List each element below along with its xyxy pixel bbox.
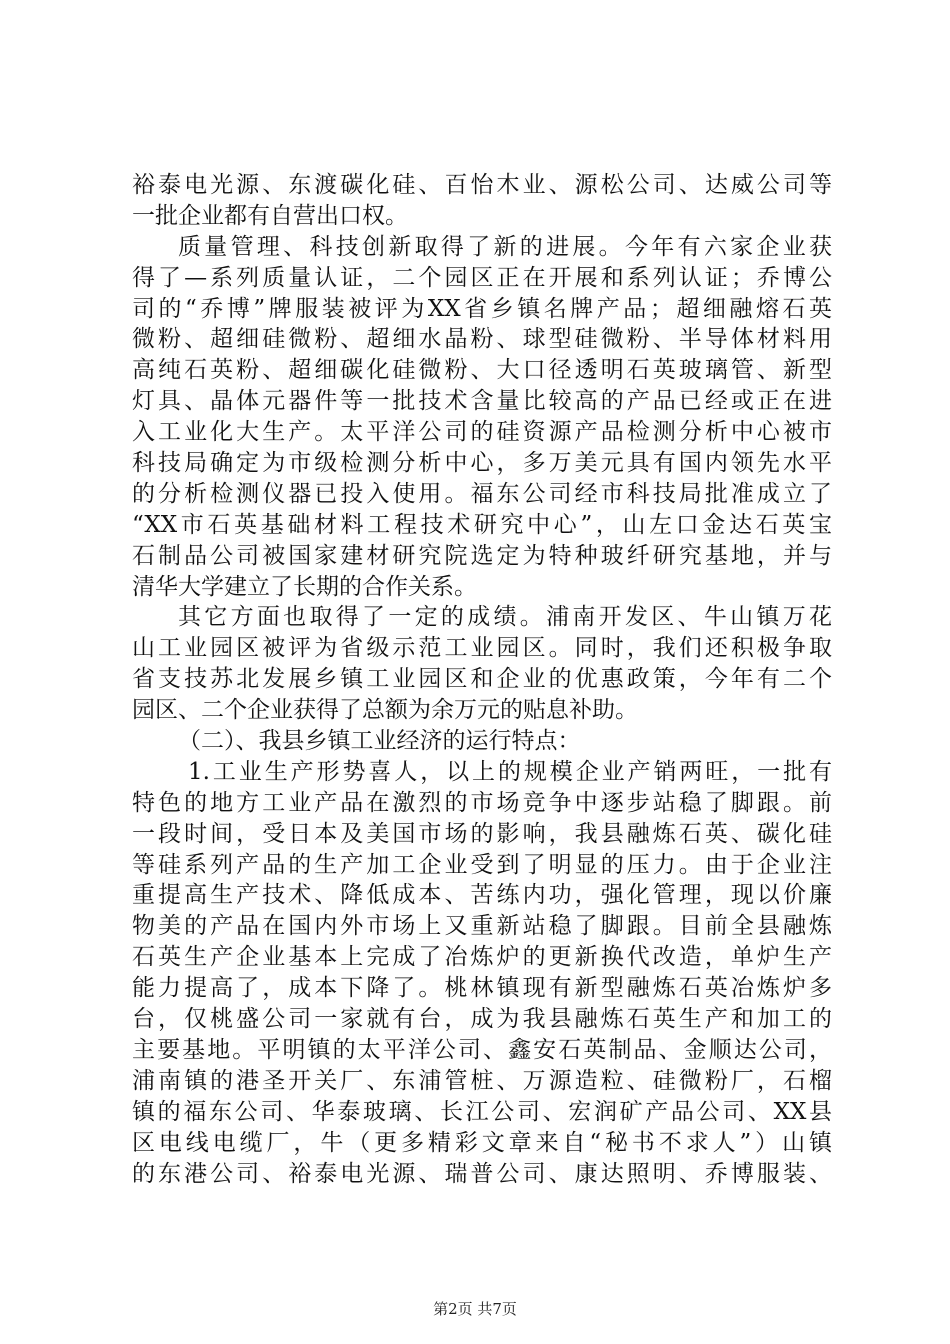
- text-line: 特色的地方工业产品在激烈的市场竞争中逐步站稳了脚跟。前: [132, 789, 832, 816]
- text-line: 等硅系列产品的生产加工企业受到了明显的压力。由于企业注: [132, 851, 832, 878]
- text-line: 1.工业生产形势喜人，以上的规模企业产销两旺，一批有: [188, 758, 832, 785]
- text-line: 裕泰电光源、东渡碳化硅、百怡木业、源松公司、达威公司等: [132, 172, 832, 198]
- text-line: 一批企业都有自营出口权。: [132, 202, 408, 229]
- text-line: 物美的产品在国内外市场上又重新站稳了脚跟。目前全县融炼: [132, 913, 832, 940]
- text-line: 的东港公司、裕泰电光源、瑞普公司、康达照明、乔博服装、: [132, 1160, 832, 1187]
- text-line: 石制品公司被国家建材研究院选定为特种玻纤研究基地，并与: [132, 542, 832, 569]
- text-line: 镇的福东公司、华泰玻璃、长江公司、宏润矿产品公司、XX县: [132, 1098, 832, 1125]
- text-line: 入工业化大生产。太平洋公司的硅资源产品检测分析中心被市: [132, 419, 832, 446]
- text-line: 山工业园区被评为省级示范工业园区。同时，我们还积极争取: [132, 635, 832, 662]
- text-line: 能力提高了，成本下降了。桃林镇现有新型融炼石英冶炼炉多: [132, 975, 832, 1002]
- text-line: 科技局确定为市级检测分析中心，多万美元具有国内领先水平: [132, 450, 832, 477]
- text-line: 灯具、晶体元器件等一批技术含量比较高的产品已经或正在进: [132, 388, 832, 415]
- section-heading: （二）、我县乡镇工业经济的运行特点：: [178, 728, 581, 755]
- text-line: 重提高生产技术、降低成本、苦练内功，强化管理，现以价廉: [132, 882, 832, 909]
- text-line: 微粉、超细硅微粉、超细水晶粉、球型硅微粉、半导体材料用: [132, 326, 832, 353]
- text-line: 园区、二个企业获得了总额为余万元的贴息补助。: [132, 697, 638, 724]
- text-line: 其它方面也取得了一定的成绩。浦南开发区、牛山镇万花: [178, 604, 832, 631]
- text-line: 省支技苏北发展乡镇工业园区和企业的优惠政策，今年有二个: [132, 666, 832, 693]
- page-number: 第2页 共7页: [433, 1300, 517, 1318]
- text-line: 的分析检测仪器已投入使用。福东公司经市科技局批准成立了: [132, 480, 832, 507]
- text-line: 高纯石英粉、超细碳化硅微粉、大口径透明石英玻璃管、新型: [132, 357, 832, 384]
- text-line: 得了—系列质量认证，二个园区正在开展和系列认证；乔博公: [132, 264, 832, 291]
- text-line: 浦南镇的港圣开关厂、东浦管桩、万源造粒、硅微粉厂，石榴: [132, 1067, 832, 1094]
- text-line: 清华大学建立了长期的合作关系。: [132, 573, 477, 600]
- text-line: 石英生产企业基本上完成了冶炼炉的更新换代改造，单炉生产: [132, 944, 832, 971]
- text-line: 一段时间，受日本及美国市场的影响，我县融炼石英、碳化硅: [132, 820, 832, 847]
- text-line: 质量管理、科技创新取得了新的进展。今年有六家企业获: [178, 233, 832, 260]
- text-line: 区电线电缆厂，牛（更多精彩文章来自“秘书不求人”）山镇: [132, 1129, 832, 1156]
- text-line: 台，仅桃盛公司一家就有台，成为我县融炼石英生产和加工的: [132, 1006, 832, 1033]
- body-text: [132, 170, 832, 1189]
- text-line: “XX市石英基础材料工程技术研究中心”，山左口金达石英宝: [132, 511, 832, 538]
- text-line: 主要基地。平明镇的太平洋公司、鑫安石英制品、金顺达公司，: [132, 1036, 832, 1063]
- text-line: 司的“乔博”牌服装被评为XX省乡镇名牌产品；超细融熔石英: [132, 295, 832, 322]
